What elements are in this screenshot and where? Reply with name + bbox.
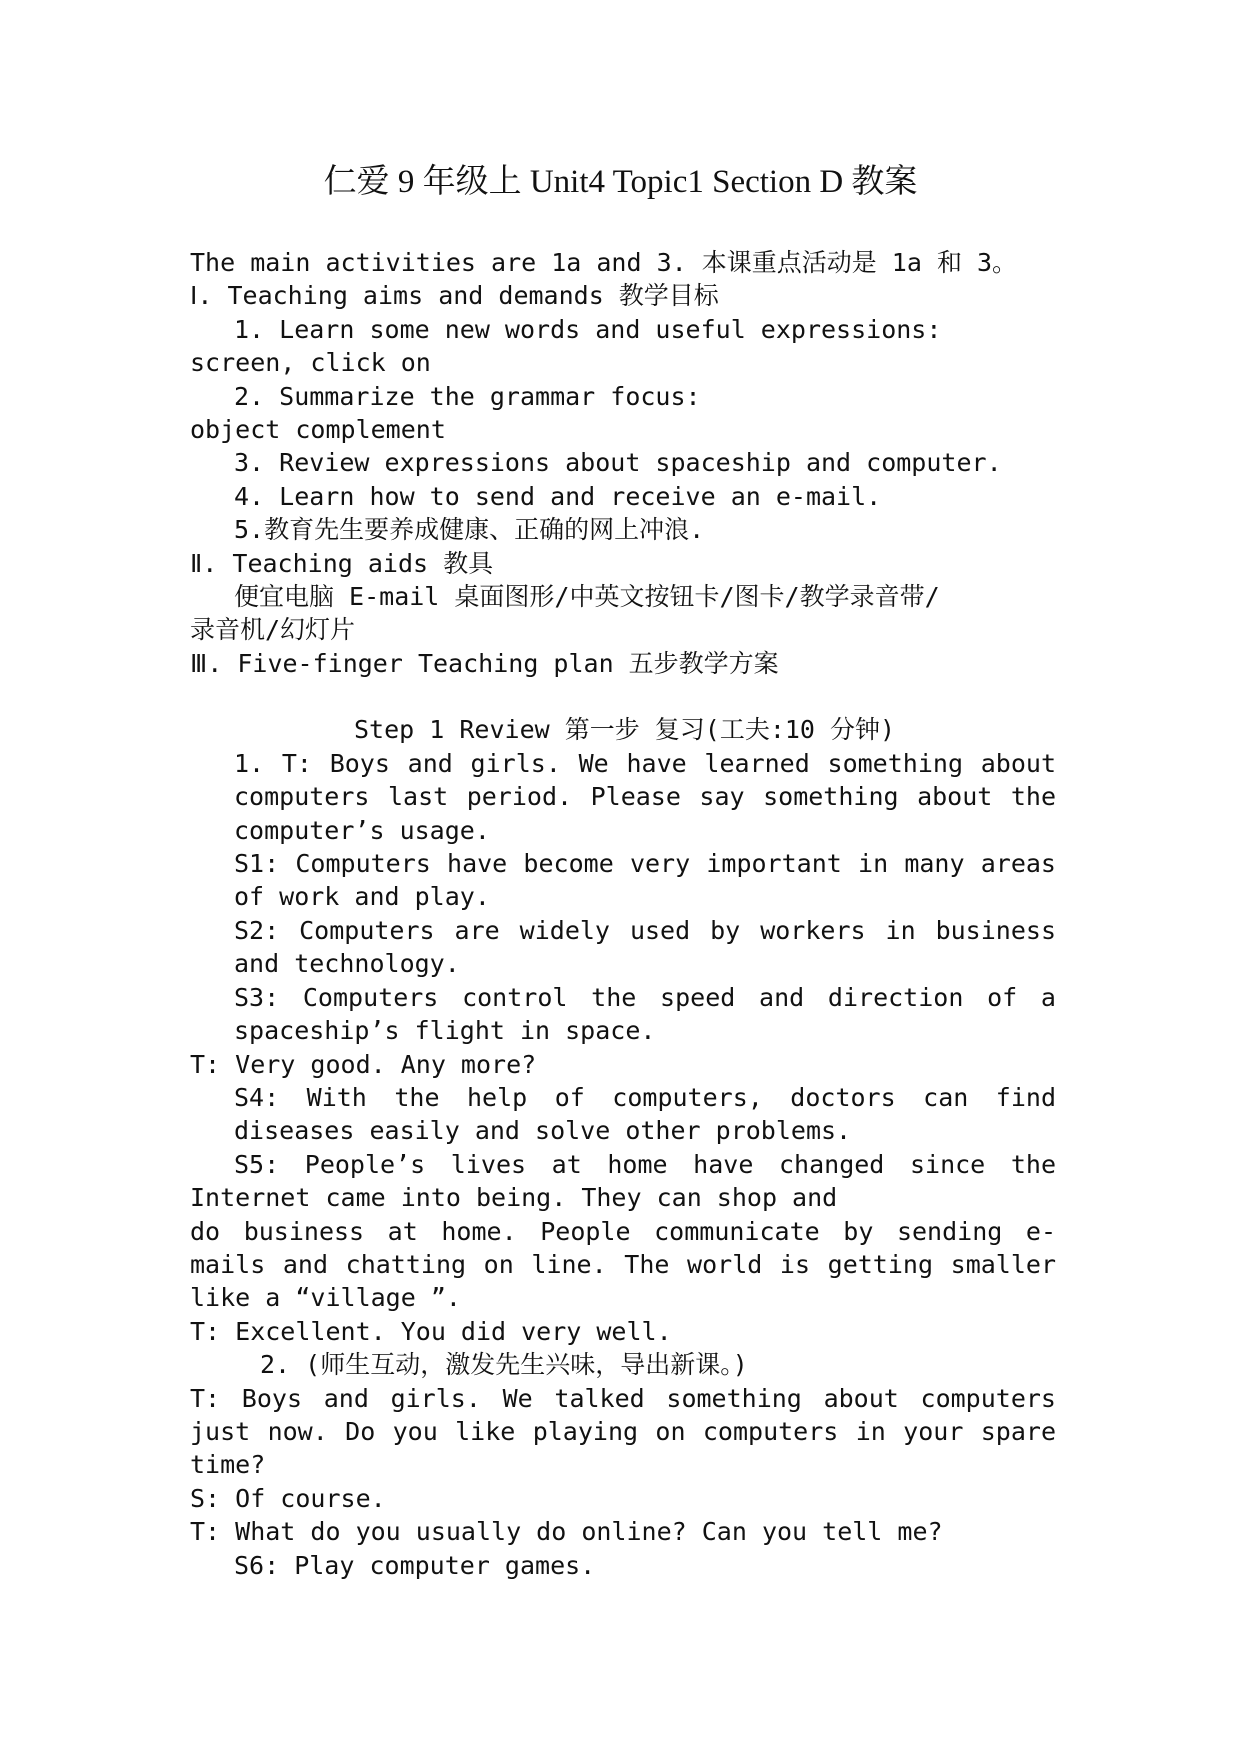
aim-item-5: 5.教育先生要养成健康、正确的网上冲浪. (234, 515, 705, 545)
aim-item-3: 3. Review expressions about spaceship and computer. (234, 448, 1002, 478)
student-6-answer: S6: Play computer games. (234, 1550, 596, 1580)
aim-item-2: 2. Summarize the grammar focus: (234, 381, 701, 411)
step-1-paragraph-2: 2. (师生互动，激发先生兴味，导出新课。) (260, 1350, 748, 1380)
step-1-heading: Step 1 Review 第一步 复习(工夫:10 分钟) (354, 715, 896, 745)
document-title: 仁爱 9 年级上 Unit4 Topic1 Section D 教案 (323, 164, 918, 200)
student-5-answer: S5: People’s lives at home have changed since the (234, 1149, 1056, 1179)
teacher-question-2: T: What do you usually do online? Can you tell me? (190, 1517, 943, 1547)
document-body (190, 246, 1056, 1582)
students-answer: S: Of course. (190, 1483, 386, 1513)
aim-item-1-continued: screen, click on (190, 348, 431, 378)
student-5-answer-line-2: Internet came into being. They can shop and (190, 1183, 838, 1213)
student-3-answer: S3: Computers control the speed and direction of a spaceship’s flight in space. (234, 982, 1056, 1046)
intro-line: The main activities are 1a and 3. 本课重点活动是 1a 和 3。 (190, 248, 1018, 277)
student-5-answer-line-3: do business at home. People communicate by sending e-mails and chatting on line. The world is getting smaller like a “village ”. (190, 1216, 1056, 1313)
aim-item-2-continued: object complement (190, 414, 446, 444)
teacher-reply-1: T: Very good. Any more? (190, 1049, 537, 1079)
teacher-question-1: T: Boys and girls. We talked something about computers just now. Do you like playing on computers in your spare time? (190, 1383, 1056, 1480)
student-1-answer: S1: Computers have become very important in many areas of work and play. (234, 849, 1056, 912)
aids-line-continued: 录音机/幻灯片 (190, 615, 356, 645)
section-heading-plan: Ⅲ. Five-finger Teaching plan 五步教学方案 (190, 648, 779, 678)
spacer (190, 680, 1056, 713)
aim-item-1: 1. Learn some new words and useful expressions: (234, 314, 942, 344)
student-2-answer: S2: Computers are widely used by workers in business and technology. (234, 915, 1056, 979)
section-heading-aims: Ⅰ. Teaching aims and demands 教学目标 (190, 281, 719, 311)
aids-line: 便宜电脑 E-mail 桌面图形/中英文按钮卡/图卡/教学录音带/ (234, 581, 940, 611)
step-1-paragraph-1: 1. T: Boys and girls. We have learned something about computers last period. Please say something about the computer’s usage. (234, 748, 1056, 845)
teacher-reply-2: T: Excellent. You did very well. (190, 1316, 672, 1346)
student-4-answer: S4: With the help of computers, doctors can find diseases easily and solve other problems. (234, 1082, 1056, 1146)
aim-item-4: 4. Learn how to send and receive an e-mail. (234, 481, 882, 511)
section-heading-aids: Ⅱ. Teaching aids 教具 (190, 548, 494, 578)
